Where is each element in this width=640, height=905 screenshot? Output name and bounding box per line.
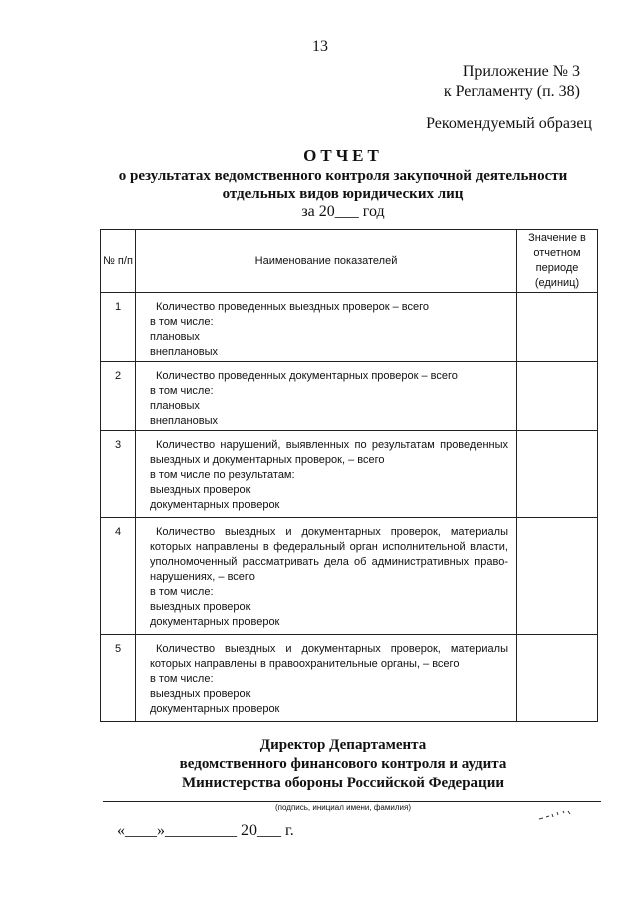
indicator-cell <box>136 518 517 635</box>
signatory-line-2: ведомственного финансового контроля и аудита <box>179 756 507 772</box>
header-name: Наименование показателей <box>136 230 517 293</box>
appendix-line-1: Приложение № 3 <box>462 63 580 80</box>
signatory-block <box>0 736 640 793</box>
indicator-sub: в том числе: <box>150 385 214 397</box>
report-year: за 20___ год <box>301 203 385 220</box>
indicator-cell <box>136 635 517 722</box>
page-number: 13 <box>312 38 328 55</box>
row-num: 2 <box>101 362 136 431</box>
recommended-sample-label: Рекомендуемый образец <box>426 115 592 132</box>
signatory-line-1: Директор Департамента <box>259 737 427 753</box>
row-num: 4 <box>101 518 136 635</box>
report-title: ОТЧЕТ <box>303 146 383 165</box>
row-num: 1 <box>101 293 136 362</box>
indicator-sub: в том числе по результатам: <box>150 469 295 481</box>
indicator-sub: в том числе: <box>150 673 214 685</box>
indicator-sub: документарных проверок <box>150 703 280 715</box>
indicator-main: Количество выездных и документарных проверок, материалы которых направлены в правоохранительные органы, – всего <box>150 643 508 670</box>
indicator-sub: выездных проверок <box>150 688 251 700</box>
indicator-cell <box>136 362 517 431</box>
report-subtitle <box>0 167 640 203</box>
indicator-cell <box>136 431 517 518</box>
indicator-sub: в том числе: <box>150 586 214 598</box>
date-line: «____»_________ 20___ г. <box>117 822 294 839</box>
indicator-main: Количество выездных и документарных проверок, материалы которых направлены в федеральный орган исполнительной власти, уполномоченный рассматривать дела об административных право-нарушениях, – всего <box>150 526 508 583</box>
indicator-main: Количество нарушений, выявленных по результатам проведенных выездных и документарных проверок, – всего <box>150 439 508 466</box>
table-header-row <box>101 230 598 293</box>
value-cell <box>517 293 598 362</box>
table-row <box>101 362 598 431</box>
header-num: № п/п <box>101 230 136 293</box>
signature-line <box>103 801 601 802</box>
value-cell <box>517 362 598 431</box>
indicators-table <box>100 229 598 722</box>
indicator-sub: внеплановых <box>150 415 218 427</box>
subtitle-line-1: о результатах ведомственного контроля закупочной деятельности <box>118 168 568 184</box>
signatory-line-3: Министерства обороны Российской Федерации <box>182 775 504 791</box>
scribble-mark <box>537 808 577 822</box>
value-cell <box>517 635 598 722</box>
table-row <box>101 635 598 722</box>
appendix-line-2: к Регламенту (п. 38) <box>443 83 580 100</box>
header-value: Значение в отчетном периоде (единиц) <box>517 230 598 293</box>
table-row <box>101 431 598 518</box>
indicator-sub: плановых <box>150 400 200 412</box>
table-row <box>101 293 598 362</box>
indicator-sub: документарных проверок <box>150 616 280 628</box>
indicator-main: Количество проведенных выездных проверок – всего <box>156 301 429 313</box>
indicator-sub: внеплановых <box>150 346 218 358</box>
row-num: 3 <box>101 431 136 518</box>
value-cell <box>517 518 598 635</box>
table-row <box>101 518 598 635</box>
appendix-reference <box>444 62 580 102</box>
indicator-sub: выездных проверок <box>150 484 251 496</box>
signature-caption: (подпись, инициал имени, фамилия) <box>275 803 411 812</box>
value-cell <box>517 431 598 518</box>
indicator-main: Количество проведенных документарных проверок – всего <box>156 370 458 382</box>
indicator-sub: документарных проверок <box>150 499 280 511</box>
indicator-sub: выездных проверок <box>150 601 251 613</box>
indicator-sub: в том числе: <box>150 316 214 328</box>
subtitle-line-2: отдельных видов юридических лиц <box>222 186 464 202</box>
indicator-sub: плановых <box>150 331 200 343</box>
indicator-cell <box>136 293 517 362</box>
row-num: 5 <box>101 635 136 722</box>
